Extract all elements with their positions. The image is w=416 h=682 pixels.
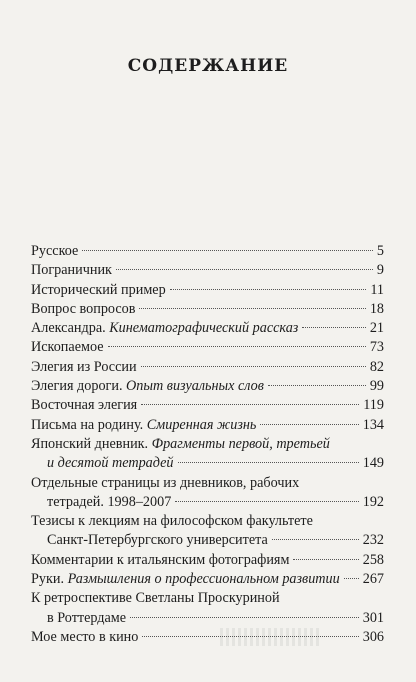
toc-entry-line [31, 435, 384, 454]
table-of-contents [31, 242, 384, 647]
toc-entry [31, 358, 384, 377]
toc-entry-subtitle: Опыт визуальных слов [126, 378, 264, 395]
toc-entry-line [31, 416, 384, 435]
toc-page-number: 192 [362, 493, 384, 510]
toc-entry [31, 281, 384, 300]
toc-entry-line [31, 531, 384, 550]
toc-entry-text: Александра. [31, 320, 110, 337]
toc-entry-line [31, 589, 384, 608]
toc-entry [31, 396, 384, 415]
toc-page-number: 11 [370, 281, 384, 298]
toc-entry-title [31, 358, 137, 377]
toc-entry-line [31, 396, 384, 415]
toc-entry-title [31, 338, 104, 357]
dot-leader [141, 366, 366, 367]
dot-leader [139, 308, 365, 309]
toc-entry-text: Элегия дороги. [31, 378, 127, 395]
show-through-text [220, 628, 320, 646]
dot-leader [272, 539, 359, 540]
toc-entry [31, 261, 384, 280]
toc-entry [31, 319, 384, 338]
toc-entry [31, 377, 384, 396]
toc-entry-text: Тезисы к лекциям на философском факультете [31, 513, 313, 530]
toc-entry-text: Русское [31, 243, 79, 259]
toc-entry-title [47, 531, 268, 550]
toc-entry-text: тетрадей. 1998–2007 [47, 493, 172, 510]
toc-entry-text: Комментарии к итальянским фотографиям [31, 551, 290, 568]
toc-entry-subtitle: Размышления о профессиональном развитии [67, 571, 340, 588]
toc-entry-text: в Роттердаме [47, 609, 127, 626]
toc-entry [31, 551, 384, 570]
toc-entry-line [31, 493, 384, 512]
toc-entry-line [31, 570, 384, 589]
dot-leader [141, 404, 359, 405]
toc-page-number: 301 [362, 609, 384, 626]
toc-entry [31, 628, 384, 647]
toc-entry-line [31, 242, 384, 261]
toc-page-number: 5 [376, 243, 384, 259]
toc-entry-text: К ретроспективе Светланы Проскуриной [31, 590, 280, 607]
toc-entry-text: Восточная элегия [31, 397, 138, 414]
toc-entry-title [31, 589, 280, 608]
toc-entry-line [31, 319, 384, 338]
toc-entry-line [31, 454, 384, 473]
toc-page-number: 9 [376, 262, 384, 279]
toc-entry [31, 474, 384, 513]
toc-entry-text: Элегия из России [31, 358, 137, 375]
toc-page-number: 73 [369, 339, 384, 356]
toc-page-number: 82 [369, 358, 384, 375]
toc-entry [31, 338, 384, 357]
toc-entry-title [31, 319, 298, 338]
dot-leader [175, 501, 358, 502]
page-title: СОДЕРЖАНИЕ [127, 56, 289, 76]
toc-page-number: 21 [369, 320, 384, 337]
toc-entry-title [31, 628, 138, 647]
toc-entry-title [31, 416, 256, 435]
toc-entry [31, 589, 384, 628]
toc-entry-title [31, 396, 137, 415]
dot-leader [82, 250, 373, 251]
toc-entry-line [31, 551, 384, 570]
toc-entry-title [31, 281, 166, 300]
toc-page-number: 267 [362, 571, 384, 588]
dot-leader [170, 289, 367, 290]
toc-entry-text: Руки. [31, 571, 68, 588]
toc-entry-text: Мое место в кино [31, 628, 139, 645]
toc-page-number: 306 [362, 628, 384, 645]
toc-entry-text: Исторический пример [31, 281, 166, 298]
toc-page-number: 149 [362, 455, 384, 472]
toc-entry-text: Отдельные страницы из дневников, рабочих [31, 474, 300, 491]
toc-entry-text: Японский дневник. [31, 435, 152, 452]
toc-entry-title [31, 570, 340, 589]
dot-leader [293, 559, 358, 560]
dot-leader [260, 424, 358, 425]
dot-leader [344, 578, 359, 579]
toc-entry-text: Вопрос вопросов [31, 300, 136, 317]
toc-entry-title [31, 474, 299, 493]
dot-leader [116, 269, 373, 270]
dot-leader [302, 327, 365, 328]
toc-entry-line [31, 358, 384, 377]
toc-page-number: 99 [369, 378, 384, 395]
toc-entry-line [31, 338, 384, 357]
toc-entry-text: Письма на родину. [31, 416, 147, 433]
toc-entry [31, 512, 384, 551]
toc-entry-title [47, 609, 126, 628]
toc-entry-subtitle: Фрагменты первой, третьей [151, 435, 330, 452]
toc-entry-text: Ископаемое [31, 339, 104, 356]
toc-entry-title [31, 377, 264, 396]
toc-entry-title [47, 454, 174, 473]
toc-page-number: 134 [362, 416, 384, 433]
toc-entry-title [31, 261, 112, 280]
toc-entry-title [47, 493, 171, 512]
toc-page-number: 119 [363, 397, 384, 414]
toc-entry-title [31, 512, 313, 531]
dot-leader [130, 617, 359, 618]
toc-entry-subtitle: Смиренная жизнь [146, 416, 257, 433]
toc-entry-line [31, 512, 384, 531]
toc-entry-line [31, 300, 384, 319]
toc-entry [31, 300, 384, 319]
toc-entry-title [31, 242, 78, 261]
toc-page-number: 232 [362, 532, 384, 549]
dot-leader [268, 385, 366, 386]
toc-entry-subtitle: и десятой тетрадей [47, 455, 174, 472]
toc-entry-title [31, 300, 135, 319]
toc-page-number: 258 [362, 551, 384, 568]
toc-page-number: 18 [369, 300, 384, 317]
toc-entry [31, 435, 384, 474]
toc-entry-text: Санкт-Петербургского университета [47, 532, 268, 549]
toc-entry-title [31, 435, 330, 454]
dot-leader [108, 346, 366, 347]
toc-entry-line [31, 609, 384, 628]
toc-entry-subtitle: Кинематографический рассказ [109, 320, 299, 337]
toc-entry-text: Пограничник [31, 262, 112, 279]
toc-entry-line [31, 474, 384, 493]
toc-entry [31, 570, 384, 589]
toc-entry-line [31, 377, 384, 396]
toc-entry-title [31, 551, 289, 570]
toc-entry-line [31, 628, 384, 647]
dot-leader [178, 462, 359, 463]
toc-entry-line [31, 261, 384, 280]
toc-entry-line [31, 281, 384, 300]
toc-entry [31, 416, 384, 435]
toc-entry [31, 242, 384, 261]
